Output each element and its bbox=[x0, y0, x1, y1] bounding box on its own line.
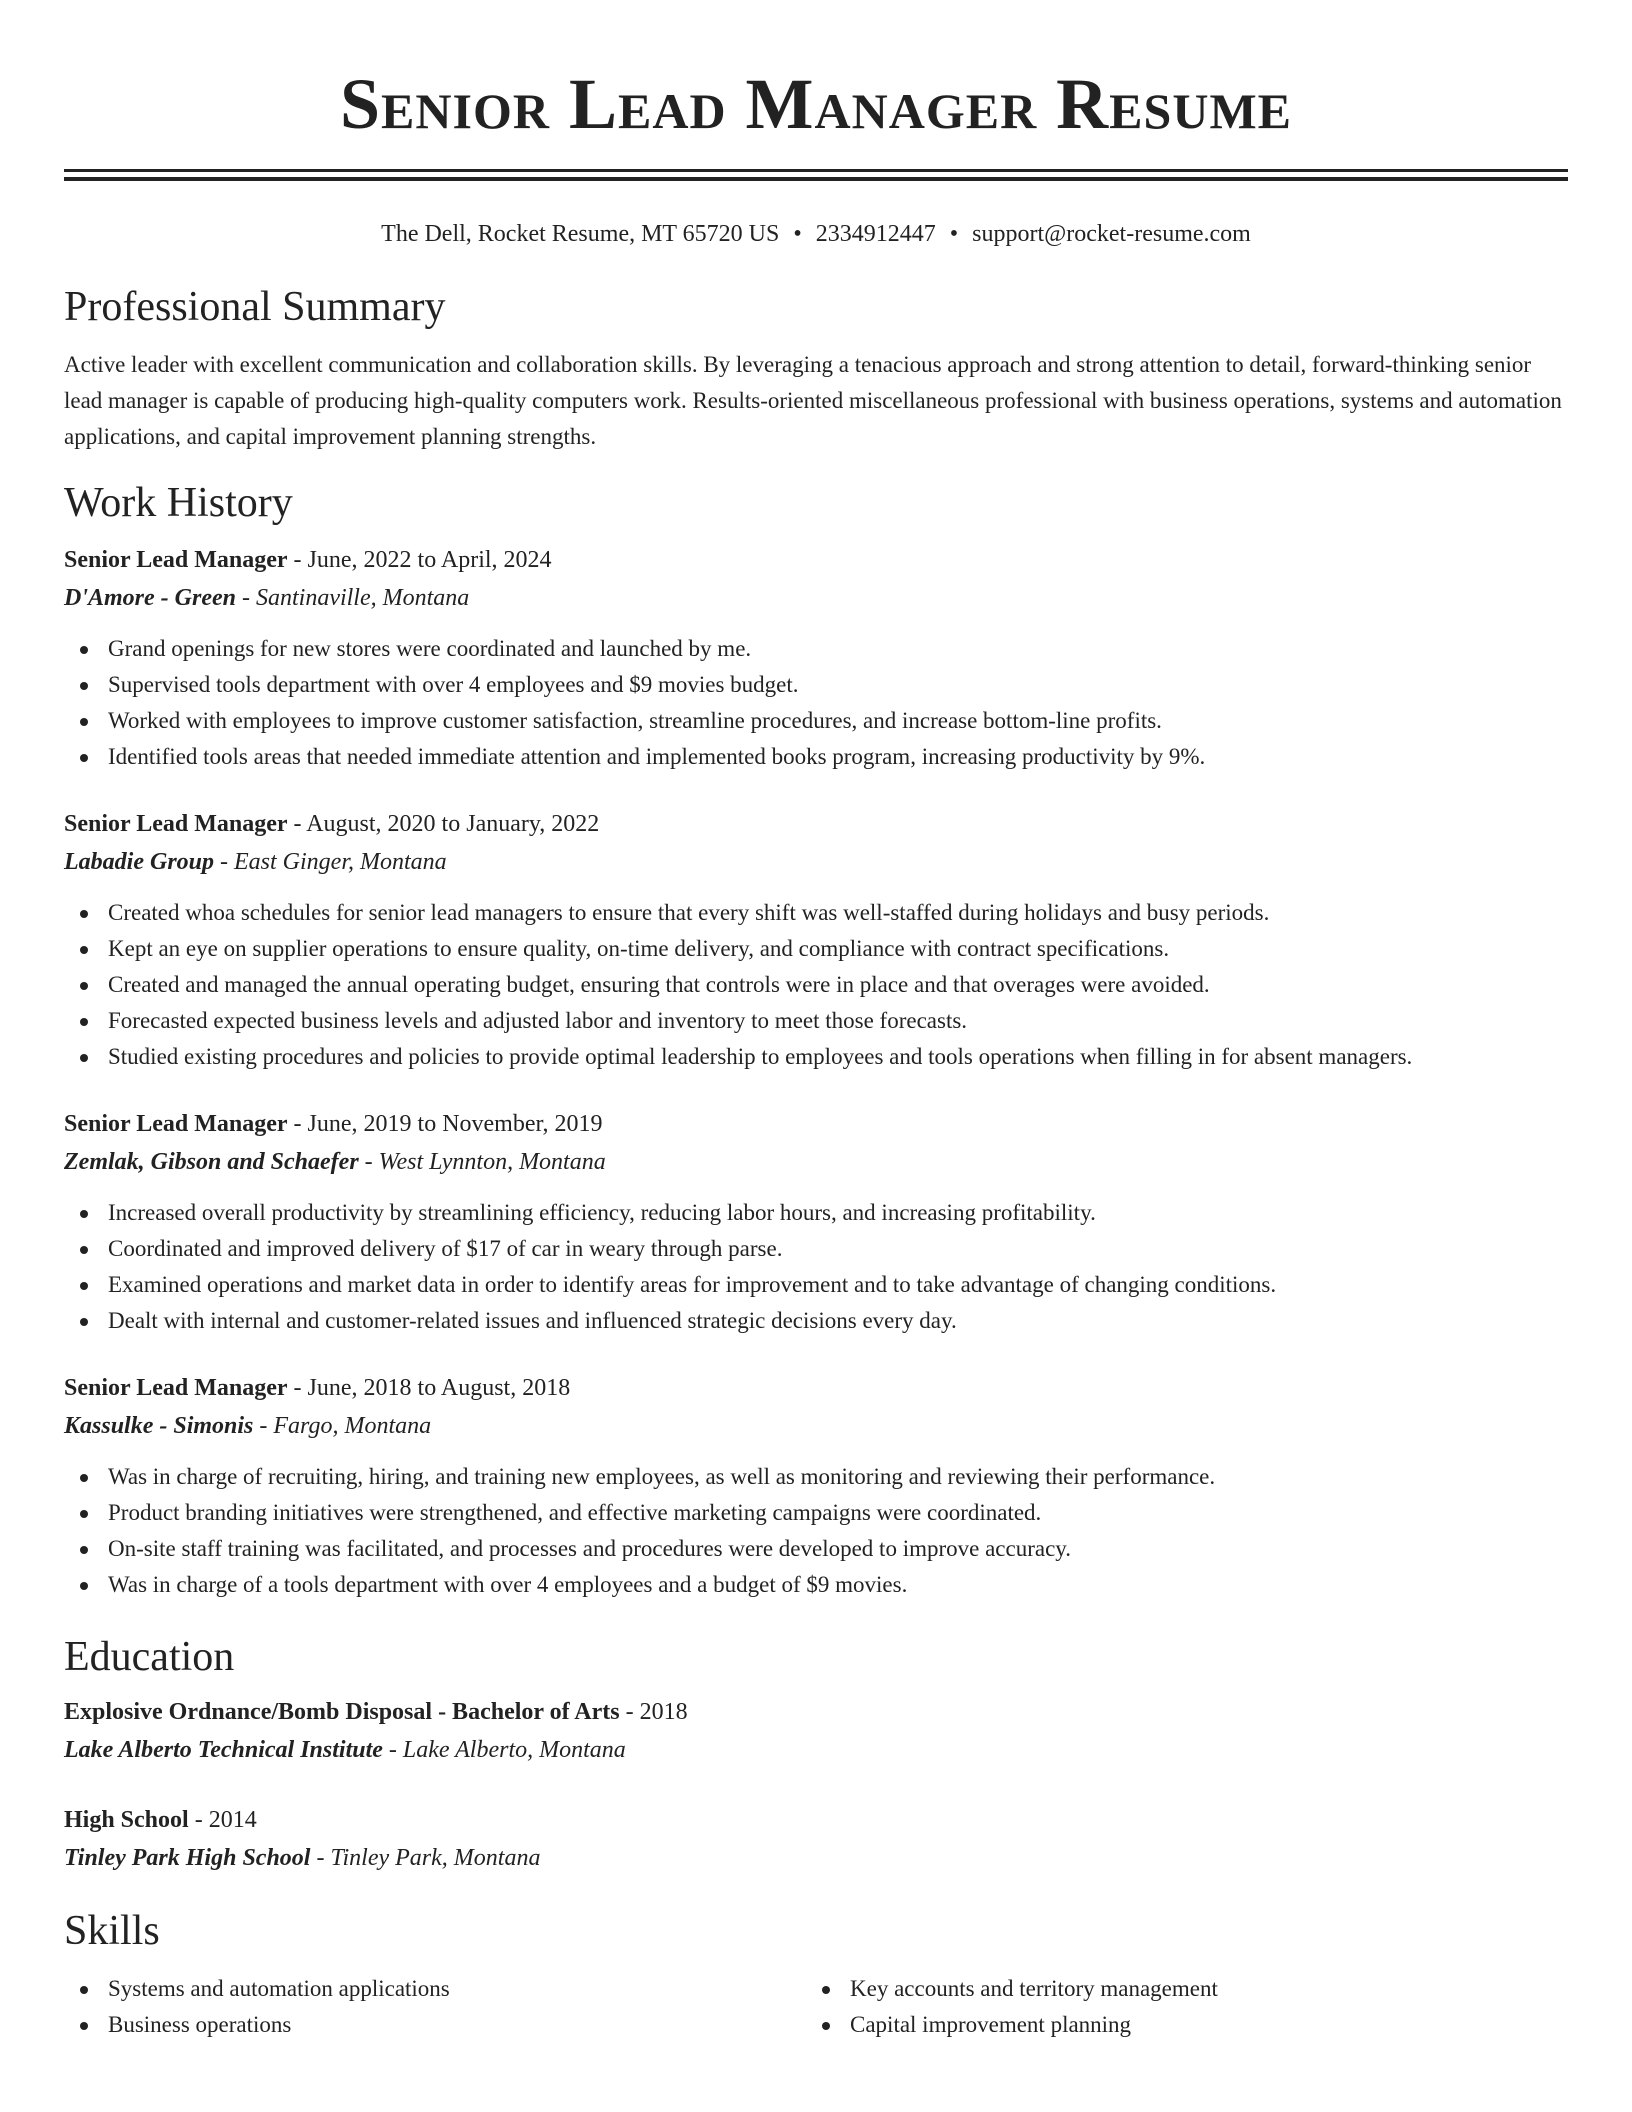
job-company: Kassulke - Simonis bbox=[64, 1413, 254, 1439]
job-dates: - August, 2020 to January, 2022 bbox=[287, 811, 600, 837]
contact-line bbox=[64, 217, 1568, 251]
job-bullet: Supervised tools department with over 4 employees and $9 movies budget. bbox=[64, 667, 1568, 703]
job-company: Labadie Group bbox=[64, 849, 214, 875]
job-bullet: Created whoa schedules for senior lead managers to ensure that every shift was well-staffed during holidays and busy periods. bbox=[64, 895, 1568, 931]
education-degree: High School bbox=[64, 1807, 189, 1833]
work-history-heading: Work History bbox=[64, 480, 293, 526]
contact-email: support@rocket-resume.com bbox=[972, 221, 1251, 247]
education-header bbox=[64, 1801, 1568, 1839]
job-header bbox=[64, 1105, 1568, 1143]
skill-item: Capital improvement planning bbox=[806, 2007, 1548, 2043]
job-location: - East Ginger, Montana bbox=[214, 849, 447, 875]
job-bullets bbox=[64, 1459, 1568, 1603]
job-role: Senior Lead Manager bbox=[64, 547, 288, 573]
job-bullet: Examined operations and market data in order to identify areas for improvement and to take advantage of changing conditions. bbox=[64, 1267, 1568, 1303]
job-bullet: Studied existing procedures and policies to provide optimal leadership to employees and tools operations when filling in for absent managers. bbox=[64, 1039, 1568, 1075]
resume-title: Senior Lead Manager Resume bbox=[340, 64, 1292, 144]
education-list bbox=[64, 1693, 1568, 1877]
job-role: Senior Lead Manager bbox=[64, 811, 288, 837]
job-role: Senior Lead Manager bbox=[64, 1375, 288, 1401]
job-employer bbox=[64, 579, 1568, 617]
skill-item: Key accounts and territory management bbox=[806, 1971, 1548, 2007]
job-company: D'Amore - Green bbox=[64, 585, 236, 611]
job-bullets bbox=[64, 631, 1568, 775]
job-entry bbox=[64, 541, 1568, 775]
resume-page bbox=[64, 0, 1568, 2043]
education-heading: Education bbox=[64, 1634, 235, 1680]
job-entry bbox=[64, 1105, 1568, 1339]
job-bullet: Was in charge of a tools department with over 4 employees and a budget of $9 movies. bbox=[64, 1567, 1568, 1603]
contact-separator: • bbox=[793, 221, 802, 247]
summary-text: Active leader with excellent communication and collaboration skills. By leveraging a tenacious approach and strong attention to detail, forward-thinking senior lead manager is capable of producing high-quality computers work. Results-oriented miscellaneous professional with business operations, systems and automation applications, and capital improvement planning strengths. bbox=[64, 352, 1562, 449]
job-header bbox=[64, 1369, 1568, 1407]
contact-address: The Dell, Rocket Resume, MT 65720 US bbox=[381, 221, 780, 247]
job-location: - Santinaville, Montana bbox=[235, 585, 470, 611]
job-bullet: On-site staff training was facilitated, and processes and procedures were developed to improve accuracy. bbox=[64, 1531, 1568, 1567]
job-role: Senior Lead Manager bbox=[64, 1111, 288, 1137]
education-location: - Tinley Park, Montana bbox=[310, 1845, 541, 1871]
job-bullet: Forecasted expected business levels and adjusted labor and inventory to meet those forecasts. bbox=[64, 1003, 1568, 1039]
job-location: - West Lynnton, Montana bbox=[358, 1149, 606, 1175]
title-divider bbox=[64, 169, 1568, 181]
skills-column-right bbox=[806, 1971, 1548, 2043]
job-entry bbox=[64, 805, 1568, 1075]
job-bullets bbox=[64, 895, 1568, 1075]
job-location: - Fargo, Montana bbox=[253, 1413, 432, 1439]
education-year: - 2018 bbox=[619, 1699, 688, 1725]
education-header bbox=[64, 1693, 1568, 1731]
education-location: - Lake Alberto, Montana bbox=[382, 1737, 626, 1763]
education-school: Lake Alberto Technical Institute bbox=[64, 1737, 383, 1763]
job-employer bbox=[64, 1143, 1568, 1181]
job-header bbox=[64, 805, 1568, 843]
education-entry bbox=[64, 1801, 1568, 1877]
skills-column-left bbox=[64, 1971, 806, 2043]
work-history-list bbox=[64, 541, 1568, 1603]
job-bullet: Increased overall productivity by streamlining efficiency, reducing labor hours, and increasing profitability. bbox=[64, 1195, 1568, 1231]
job-dates: - June, 2022 to April, 2024 bbox=[287, 547, 552, 573]
job-company: Zemlak, Gibson and Schaefer bbox=[64, 1149, 359, 1175]
skills-grid bbox=[64, 1971, 1568, 2043]
education-institution bbox=[64, 1839, 1568, 1877]
job-bullets bbox=[64, 1195, 1568, 1339]
job-employer bbox=[64, 1407, 1568, 1445]
job-bullet: Worked with employees to improve customer satisfaction, streamline procedures, and increase bottom-line profits. bbox=[64, 703, 1568, 739]
job-bullet: Identified tools areas that needed immediate attention and implemented books program, increasing productivity by 9%. bbox=[64, 739, 1568, 775]
job-bullet: Created and managed the annual operating budget, ensuring that controls were in place and that overages were avoided. bbox=[64, 967, 1568, 1003]
job-entry bbox=[64, 1369, 1568, 1603]
job-dates: - June, 2019 to November, 2019 bbox=[287, 1111, 603, 1137]
job-bullet: Grand openings for new stores were coordinated and launched by me. bbox=[64, 631, 1568, 667]
job-bullet: Was in charge of recruiting, hiring, and training new employees, as well as monitoring and reviewing their performance. bbox=[64, 1459, 1568, 1495]
education-entry bbox=[64, 1693, 1568, 1769]
contact-phone: 2334912447 bbox=[815, 221, 936, 247]
skill-item: Business operations bbox=[64, 2007, 806, 2043]
job-bullet: Product branding initiatives were strengthened, and effective marketing campaigns were coordinated. bbox=[64, 1495, 1568, 1531]
education-institution bbox=[64, 1731, 1568, 1769]
summary-heading: Professional Summary bbox=[64, 284, 446, 330]
job-header bbox=[64, 541, 1568, 579]
education-degree: Explosive Ordnance/Bomb Disposal - Bachelor of Arts bbox=[64, 1699, 620, 1725]
job-bullet: Kept an eye on supplier operations to ensure quality, on-time delivery, and compliance with contract specifications. bbox=[64, 931, 1568, 967]
contact-separator: • bbox=[949, 221, 959, 247]
job-employer bbox=[64, 843, 1568, 881]
education-year: - 2014 bbox=[188, 1807, 257, 1833]
skill-item: Systems and automation applications bbox=[64, 1971, 806, 2007]
education-school: Tinley Park High School bbox=[64, 1845, 311, 1871]
job-bullet: Coordinated and improved delivery of $17 of car in weary through parse. bbox=[64, 1231, 1568, 1267]
skills-heading: Skills bbox=[64, 1908, 160, 1954]
job-bullet: Dealt with internal and customer-related issues and influenced strategic decisions every day. bbox=[64, 1303, 1568, 1339]
job-dates: - June, 2018 to August, 2018 bbox=[287, 1375, 571, 1401]
